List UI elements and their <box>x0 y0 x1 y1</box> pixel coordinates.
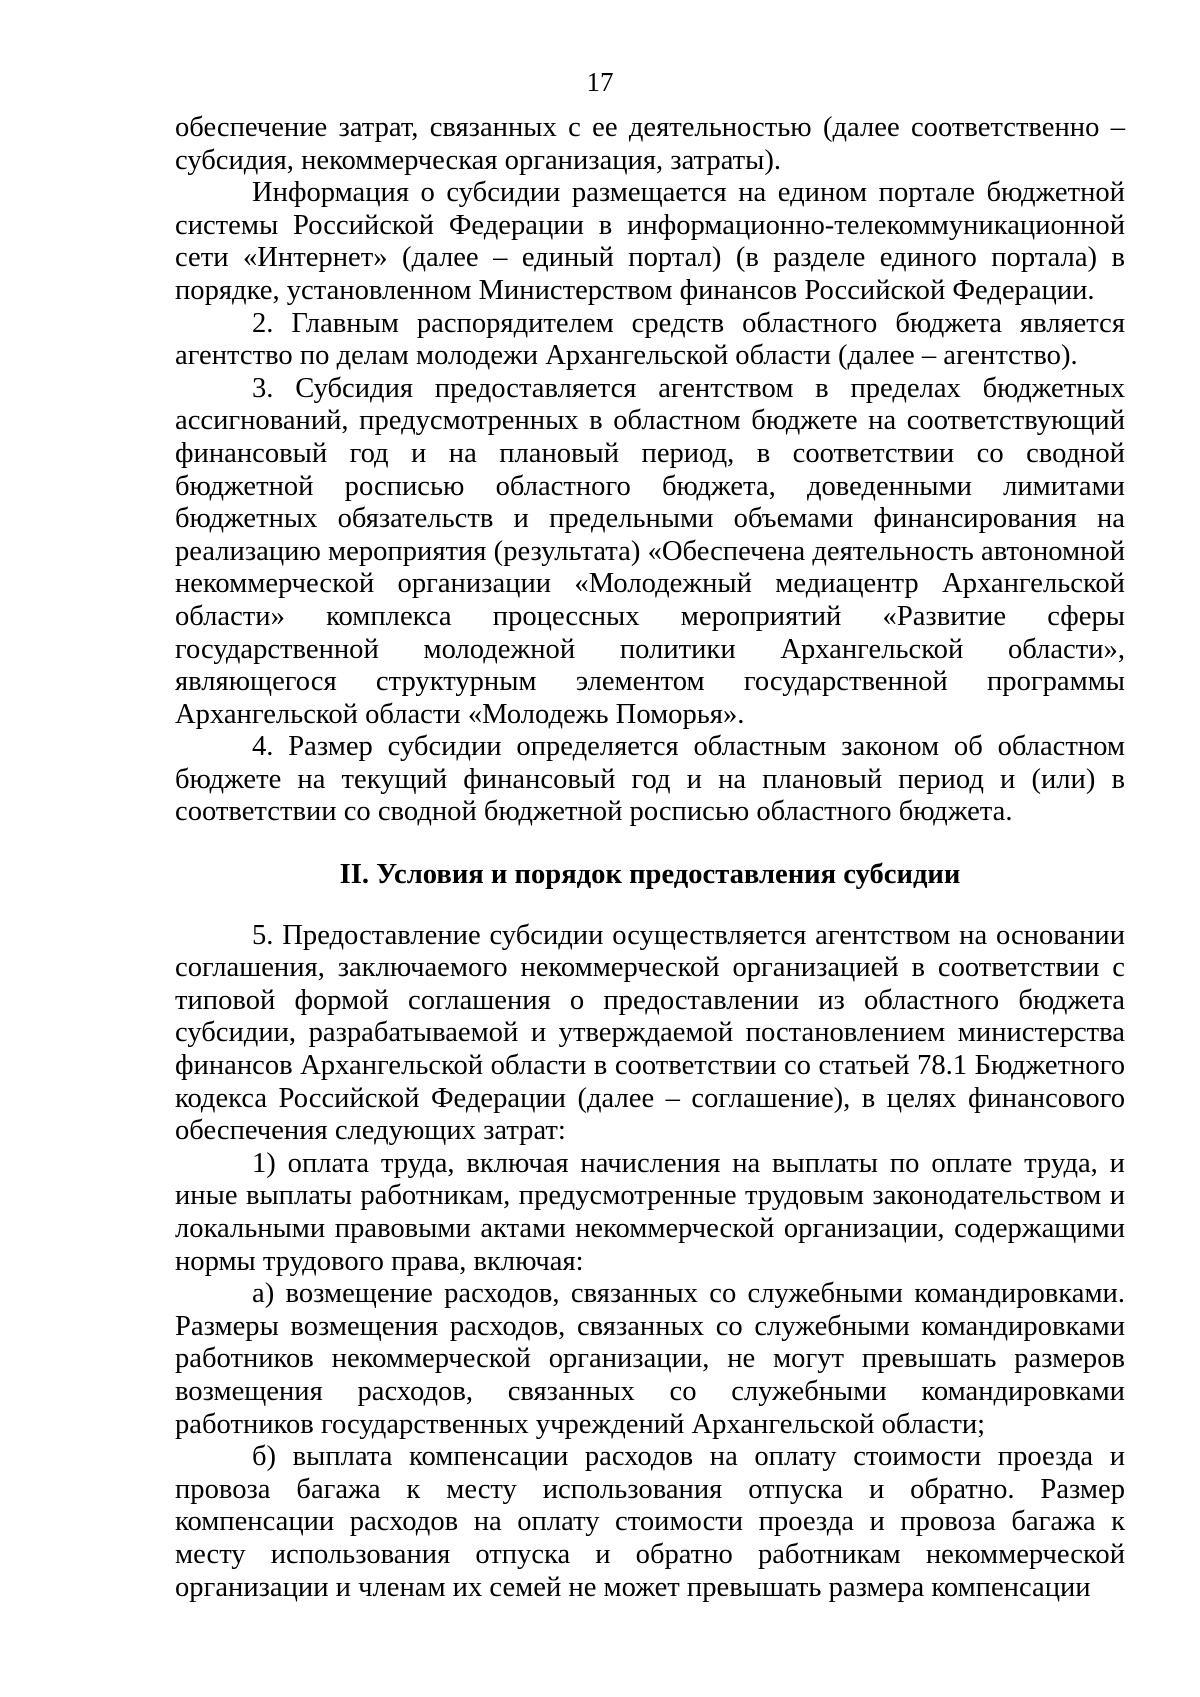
page-number: 17 <box>586 67 614 97</box>
section-heading: II. Условия и порядок предоставления субсидии <box>339 859 961 891</box>
paragraph-subitem-b: б) выплата компенсации расходов на оплату стоимости проезда и провоза багажа к месту использования отпуска и обратно. Размер компенсации расходов на оплату стоимости проезда и провоза багажа к месту использования отпуска и обратно работникам некоммерческой организации и членам их семей не может превышать размера компенсации <box>175 1441 1125 1603</box>
paragraph-subitem-1: 1) оплата труда, включая начисления на выплаты по оплате труда, и иные выплаты работникам, предусмотренные трудовым законодательством и локальными правовыми актами некоммерческой организации, содержащими нормы трудового права, включая: <box>175 1147 1125 1277</box>
paragraph-item-3: 3. Субсидия предоставляется агентством в пределах бюджетных ассигнований, предусмотренных в областном бюджете на соответствующий финансовый год и на плановый период, в соответствии со сводной бюджетной росписью областного бюджета, доведенными лимитами бюджетных обязательств и предельными объемами финансирования на реализацию мероприятия (результата) «Обеспечена деятельность автономной некоммерческой организации «Молодежный медиацентр Архангельской области» комплекса процессных мероприятий «Развитие сферы государственной молодежной политики Архангельской области», являющегося структурным элементом государственной программы Архангельской области «Молодежь Поморья». <box>175 372 1125 730</box>
paragraph-portal-info: Информация о субсидии размещается на едином портале бюджетной системы Российской Федерации в информационно-телекоммуникационной сети «Интернет» (далее – единый портал) (в разделе единого портала) в порядке, установленном Министерством финансов Российской Федерации. <box>175 177 1125 306</box>
document-body <box>175 112 1125 1604</box>
paragraph-item-2: 2. Главным распорядителем средств областного бюджета является агентство по делам молодежи Архангельской области (далее – агентство). <box>175 307 1125 372</box>
paragraph-continuation: обеспечение затрат, связанных с ее деятельностью (далее соответственно – субсидия, некоммерческая организация, затраты). <box>175 112 1125 176</box>
paragraph-item-5: 5. Предоставление субсидии осуществляется агентством на основании соглашения, заключаемого некоммерческой организацией в соответствии с типовой формой соглашения о предоставлении из областного бюджета субсидии, разрабатываемой и утверждаемой постановлением министерства финансов Архангельской области в соответствии со статьей 78.1 Бюджетного кодекса Российской Федерации (далее – соглашение), в целях финансового обеспечения следующих затрат: <box>175 919 1125 1147</box>
paragraph-item-4: 4. Размер субсидии определяется областным законом об областном бюджете на текущий финансовый год и на плановый период и (или) в соответствии со сводной бюджетной росписью областного бюджета. <box>175 731 1125 828</box>
paragraph-subitem-a: а) возмещение расходов, связанных со служебными командировками. Размеры возмещения расходов, связанных со служебными командировками работников некоммерческой организации, не могут превышать размеров возмещения расходов, связанных со служебными командировками работников государственных учреждений Архангельской области; <box>175 1278 1125 1440</box>
